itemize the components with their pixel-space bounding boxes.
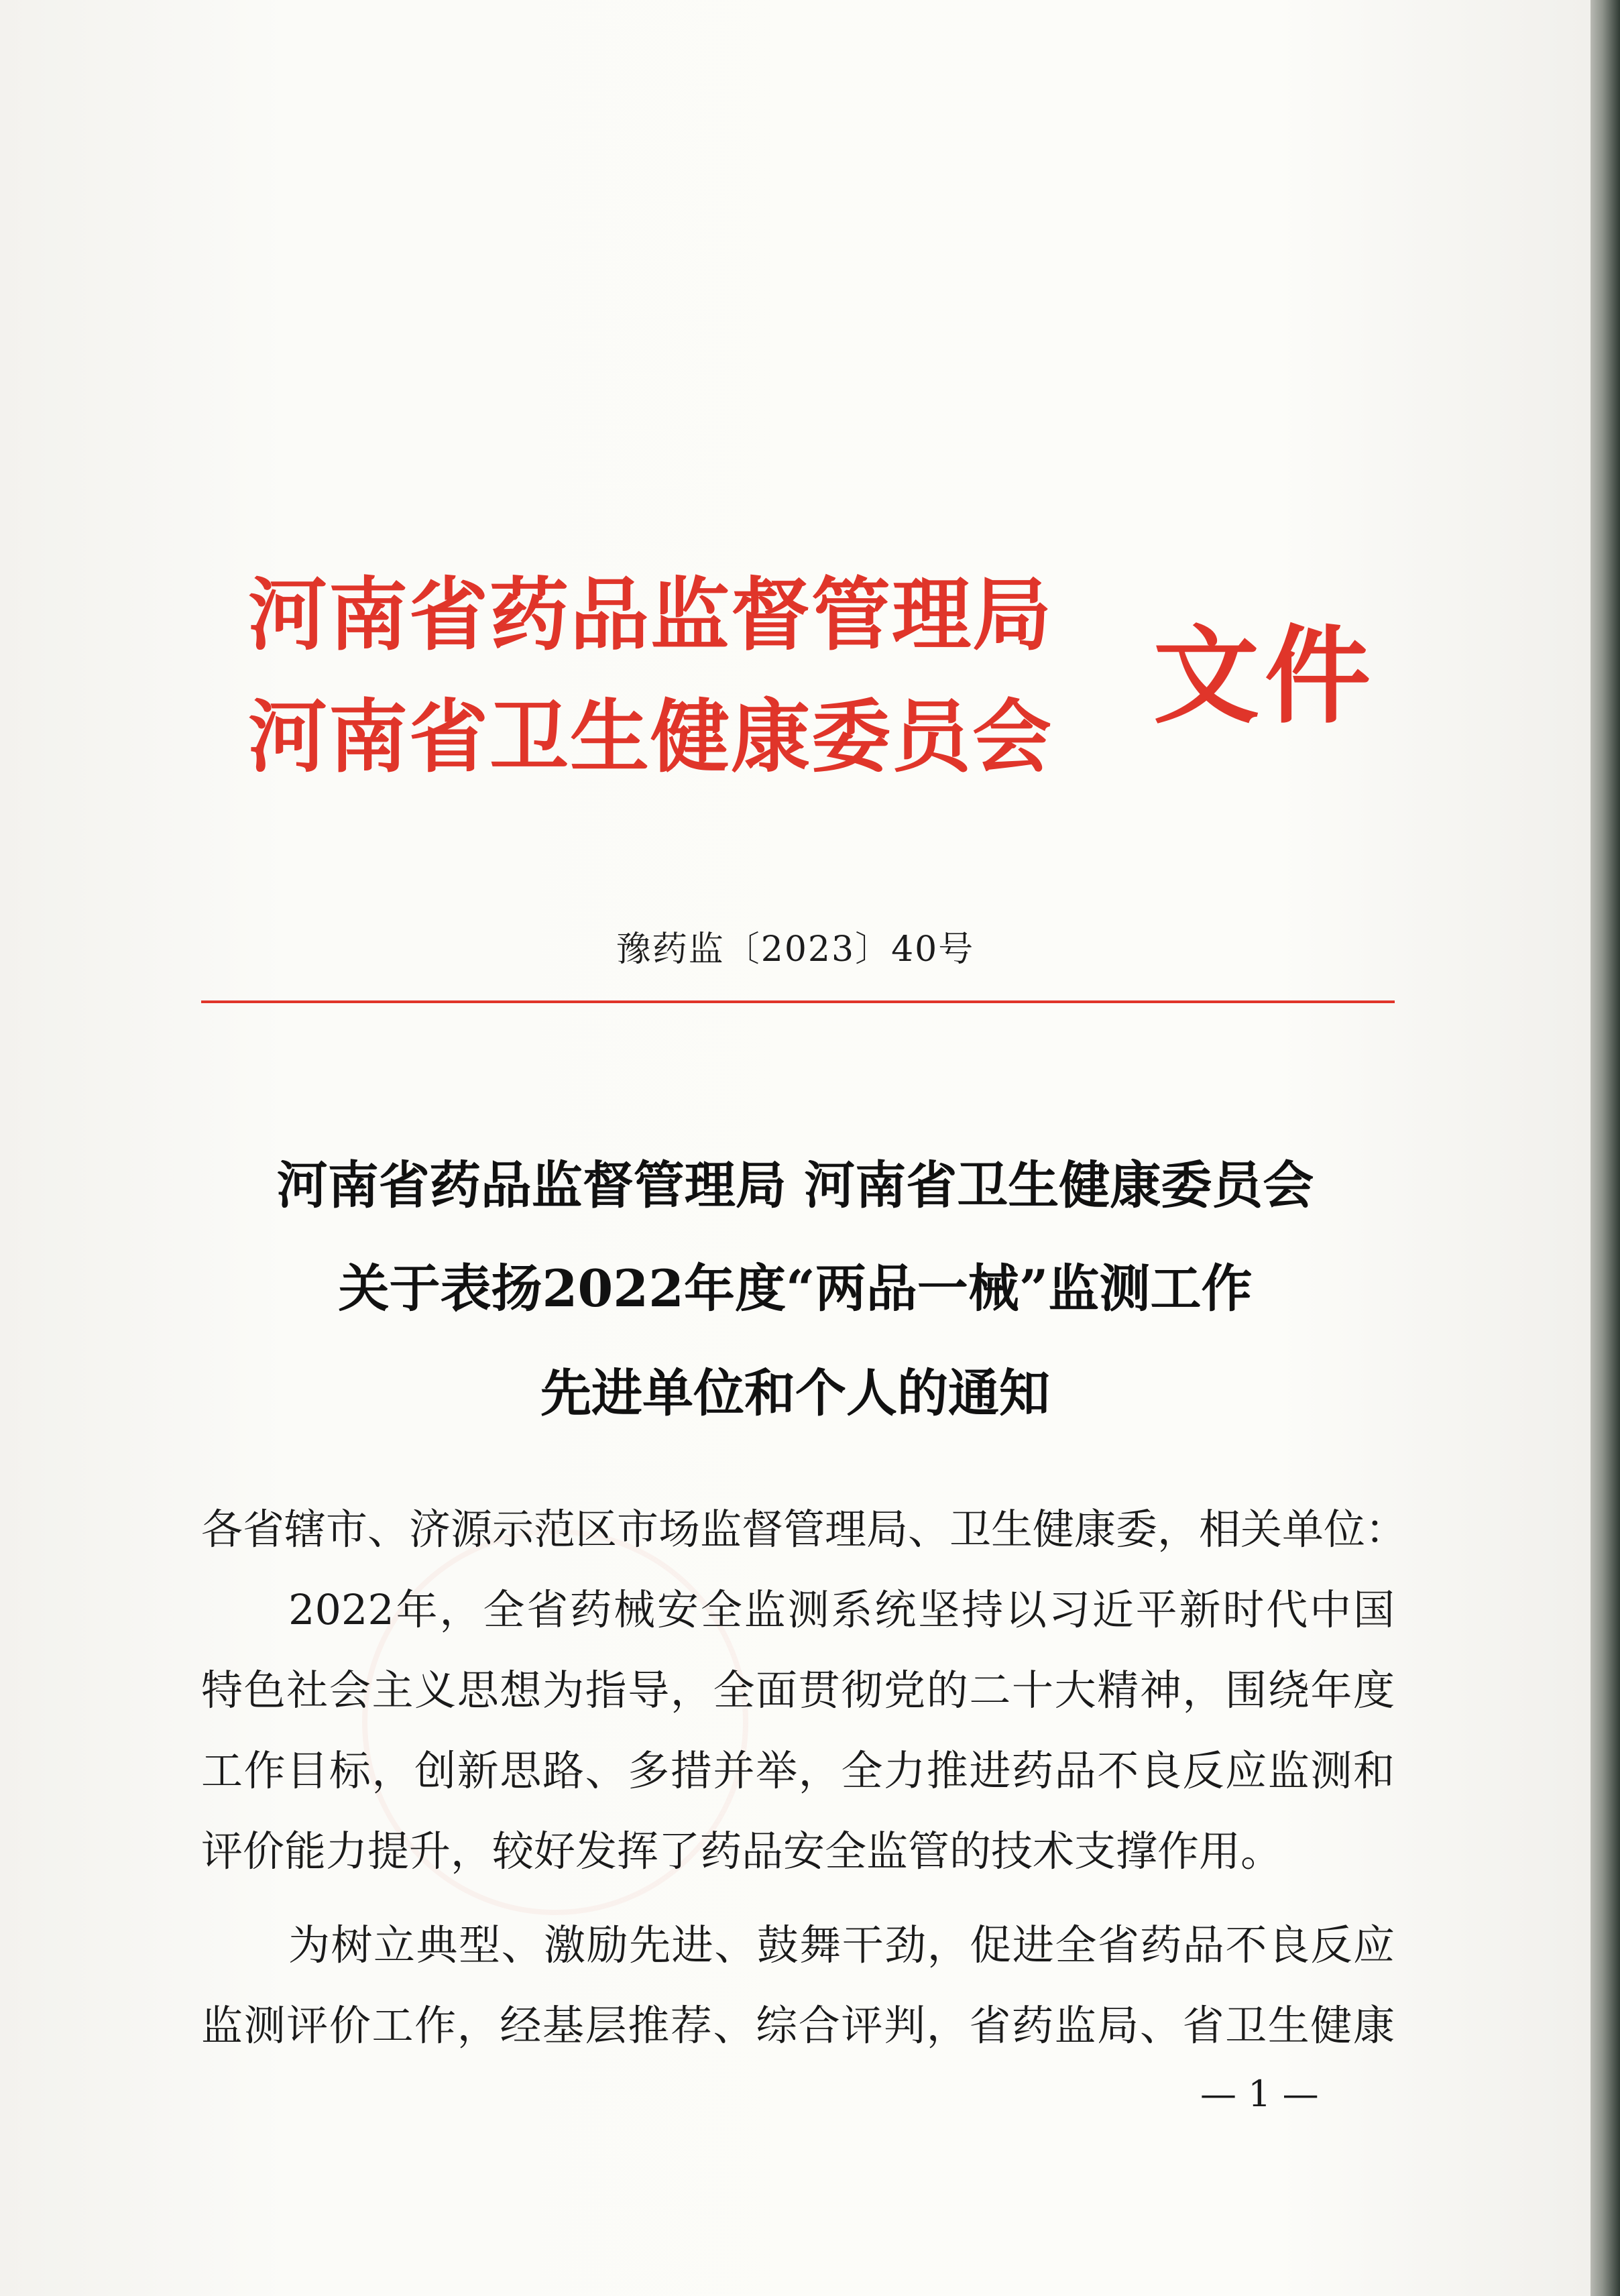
addressee-line: 各省辖市、济源示范区市场监督管理局、卫生健康委，相关单位： [201,1505,1407,1554]
page-number: — 1 — [1200,2073,1319,2115]
paragraph1-line-1: 2022年，全省药械安全监测系统坚持以习近平新时代中国 [288,1585,1395,1634]
background-edge [1590,0,1620,2296]
issuer-name-2: 河南省卫生健康委员会 [248,691,1053,783]
notice-title-line-2: 关于表扬2022年度“两品一械”监测工作 [338,1259,1253,1318]
notice-title-line-3: 先进单位和个人的通知 [540,1363,1050,1423]
issuer-name-1: 河南省药品监督管理局 [248,569,1053,661]
paragraph1-line-2: 特色社会主义思想为指导，全面贯彻党的二十大精神，围绕年度 [201,1666,1395,1715]
document-number: 豫药监〔2023〕40号 [616,929,975,970]
paragraph1-line-4: 评价能力提升，较好发挥了药品安全监管的技术支撑作用。 [201,1827,1283,1876]
bleed-through-text [201,288,214,329]
paragraph2-line-2: 监测评价工作，经基层推荐、综合评判，省药监局、省卫生健康 [201,2001,1395,2050]
document-type-label: 文件 [1153,615,1376,738]
paragraph2-line-1: 为树立典型、激励先进、鼓舞干劲，促进全省药品不良反应 [288,1920,1395,1969]
paragraph1-line-3: 工作目标，创新思路、多措并举，全力推进药品不良反应监测和 [201,1746,1395,1795]
notice-title-line-1: 河南省药品监督管理局 河南省卫生健康委员会 [276,1155,1314,1215]
red-separator-line [201,1000,1395,1003]
